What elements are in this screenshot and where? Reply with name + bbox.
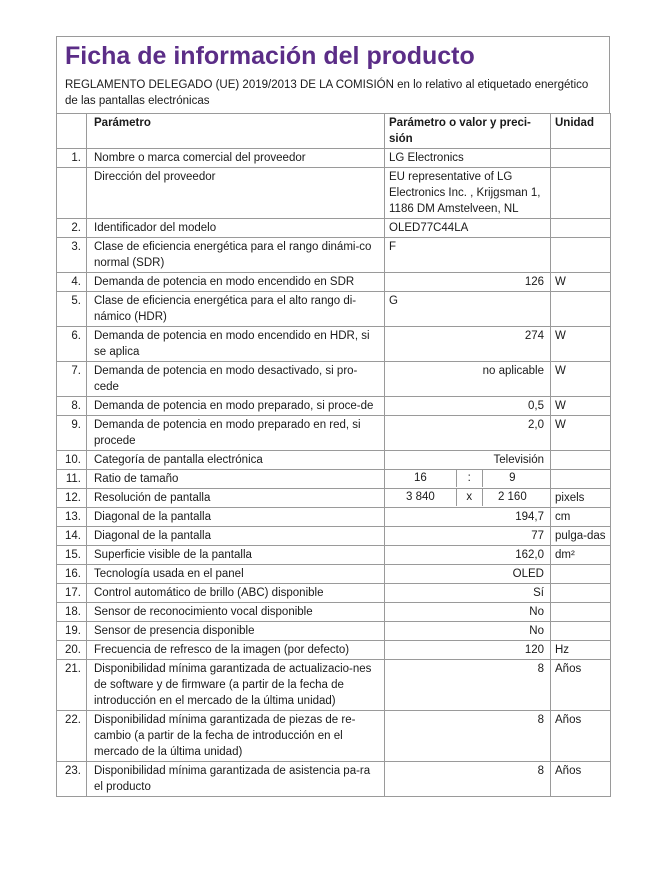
header-unit: Unidad [551,114,611,149]
row-number: 10. [57,451,87,470]
row-number: 17. [57,584,87,603]
row-number: 11. [57,470,87,489]
parameter-name: Clase de eficiencia energética para el rango dinámi-co normal (SDR) [87,238,385,273]
value-b: 9 [482,469,542,487]
row-number: 7. [57,362,87,397]
page-title: Ficha de información del producto [65,42,475,70]
parameter-name: Sensor de reconocimiento vocal disponible [87,603,385,622]
row-number: 6. [57,327,87,362]
parameter-name: Tecnología usada en el panel [87,565,385,584]
header-value: Parámetro o valor y preci-sión [385,114,551,149]
row-number: 20. [57,641,87,660]
parameter-name: Dirección del proveedor [87,168,385,219]
parameter-unit [551,238,611,273]
table-row [57,762,611,797]
parameter-unit: W [551,362,611,397]
row-number: 15. [57,546,87,565]
parameter-unit: Años [551,711,611,762]
header-number-cell [57,114,87,149]
table-row [57,470,611,489]
parameter-unit: Años [551,762,611,797]
parameter-name: Demanda de potencia en modo desactivado, si pro-cede [87,362,385,397]
title-box [56,36,610,113]
parameter-value: G [385,292,551,327]
parameter-value: EU representative of LG Electronics Inc. , Krijgsman 1, 1186 DM Amstelveen, NL [385,168,551,219]
parameter-name: Demanda de potencia en modo encendido en HDR, si se aplica [87,327,385,362]
table-row [57,327,611,362]
parameter-unit [551,219,611,238]
parameter-name: Diagonal de la pantalla [87,508,385,527]
parameter-name: Nombre o marca comercial del proveedor [87,149,385,168]
table-row [57,584,611,603]
parameter-value [385,489,551,508]
row-number: 3. [57,238,87,273]
parameter-unit [551,584,611,603]
parameter-name: Categoría de pantalla electrónica [87,451,385,470]
value-separator: x [456,488,482,506]
parameter-unit [551,622,611,641]
parameter-value: F [385,238,551,273]
table-row [57,451,611,470]
parameter-value: No [385,603,551,622]
row-number [57,168,87,219]
table-row [57,660,611,711]
parameter-name: Clase de eficiencia energética para el alto rango di-námico (HDR) [87,292,385,327]
row-number: 23. [57,762,87,797]
parameter-name: Demanda de potencia en modo preparado, si proce-de [87,397,385,416]
parameter-unit: dm² [551,546,611,565]
parameter-name: Demanda de potencia en modo encendido en SDR [87,273,385,292]
parameter-unit [551,149,611,168]
parameter-unit [551,451,611,470]
table-row [57,238,611,273]
parameter-unit [551,565,611,584]
parameter-name: Sensor de presencia disponible [87,622,385,641]
table-row [57,168,611,219]
parameter-unit: W [551,327,611,362]
parameter-value: 2,0 [385,416,551,451]
table-row [57,416,611,451]
table-row [57,219,611,238]
parameter-unit: Años [551,660,611,711]
table-row [57,565,611,584]
row-number: 9. [57,416,87,451]
parameter-value: 162,0 [385,546,551,565]
parameter-name: Ratio de tamaño [87,470,385,489]
parameter-name: Superficie visible de la pantalla [87,546,385,565]
parameter-value: 120 [385,641,551,660]
parameter-unit: Hz [551,641,611,660]
table-row [57,622,611,641]
table-row [57,362,611,397]
table-row [57,603,611,622]
table-row [57,149,611,168]
parameter-unit: pixels [551,489,611,508]
parameter-value: 8 [385,762,551,797]
parameter-value: Sí [385,584,551,603]
parameter-value: 194,7 [385,508,551,527]
table-row [57,711,611,762]
header-parameter: Parámetro [87,114,385,149]
table-row [57,292,611,327]
parameter-value: 274 [385,327,551,362]
value-b: 2 160 [482,488,542,506]
parameter-value: 0,5 [385,397,551,416]
row-number: 2. [57,219,87,238]
row-number: 12. [57,489,87,508]
parameter-unit [551,470,611,489]
parameter-value: LG Electronics [385,149,551,168]
parameter-value: OLED77C44LA [385,219,551,238]
row-number: 5. [57,292,87,327]
row-number: 4. [57,273,87,292]
split-value [385,488,542,506]
parameter-unit: W [551,273,611,292]
parameter-unit [551,292,611,327]
table-row [57,641,611,660]
row-number: 13. [57,508,87,527]
parameter-unit [551,603,611,622]
parameter-name: Disponibilidad mínima garantizada de piezas de re-cambio (a partir de la fecha de introducción en el mercado de la última unidad) [87,711,385,762]
table-header-row [57,114,611,149]
parameter-name: Identificador del modelo [87,219,385,238]
parameter-value: Televisión [385,451,551,470]
parameter-name: Resolución de pantalla [87,489,385,508]
parameter-value: 77 [385,527,551,546]
parameter-unit: W [551,397,611,416]
parameter-name: Disponibilidad mínima garantizada de actualizacio-nes de software y de firmware (a partir de la fecha de introducción en el mercado de la última unidad) [87,660,385,711]
row-number: 18. [57,603,87,622]
parameter-value: No [385,622,551,641]
parameter-value: OLED [385,565,551,584]
parameter-unit [551,168,611,219]
row-number: 1. [57,149,87,168]
regulation-subtitle: REGLAMENTO DELEGADO (UE) 2019/2013 DE LA COMISIÓN en lo relativo al etiquetado energético de las pantallas electrónicas [65,79,589,107]
parameter-value: 8 [385,660,551,711]
product-info-sheet [56,36,610,797]
row-number: 21. [57,660,87,711]
row-number: 22. [57,711,87,762]
parameter-unit: W [551,416,611,451]
parameters-table [56,113,611,797]
row-number: 16. [57,565,87,584]
parameter-value: no aplicable [385,362,551,397]
parameter-name: Disponibilidad mínima garantizada de asistencia pa-ra el producto [87,762,385,797]
parameter-unit: cm [551,508,611,527]
parameter-name: Diagonal de la pantalla [87,527,385,546]
value-separator: : [456,469,482,487]
row-number: 14. [57,527,87,546]
parameter-name: Demanda de potencia en modo preparado en red, si procede [87,416,385,451]
value-a: 3 840 [406,491,435,503]
parameter-name: Frecuencia de refresco de la imagen (por defecto) [87,641,385,660]
table-row [57,508,611,527]
parameter-name: Control automático de brillo (ABC) disponible [87,584,385,603]
row-number: 8. [57,397,87,416]
table-row [57,273,611,292]
parameter-value: 8 [385,711,551,762]
table-row [57,546,611,565]
table-row [57,397,611,416]
parameter-value: 126 [385,273,551,292]
parameter-unit: pulga-das [551,527,611,546]
value-a: 16 [414,472,427,484]
split-value [385,469,542,487]
table-row [57,527,611,546]
row-number: 19. [57,622,87,641]
table-row [57,489,611,508]
parameter-value [385,470,551,489]
